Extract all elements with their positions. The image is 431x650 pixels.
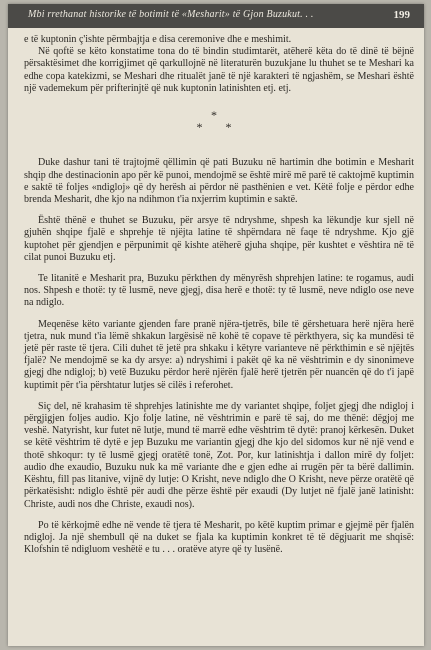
section-break-star-bottom: * *: [196, 120, 242, 135]
section-break-star-top: *: [211, 108, 227, 123]
header-band: [8, 4, 424, 28]
running-head: Mbi rrethanat historike të botimit të «Mesharit» të Gjon Buzukut. . .: [28, 9, 314, 20]
paragraph: Meqenëse këto variante gjenden fare pranë njëra-tjetrës, bile të gërshetuara herë njëra herë tjetra, nuk mund t'ia lëmë shkakun largësisë në kohë të copave të përkthyera, siç ka mundësi të jetë për raste të tjera. Cili duhet të jetë pra shkaku i këtyre varianteve në përkthimin e së njëjtës fjalë? Ne mendojmë se ka dy arsye: a) ndryshimi i pakët që ka në vështrimin e dy sinonimeve gjegj dhe ndigloj; b) vetë Buzuku përdor herë njërën fjalë herë tjetrën për nuancën që do t'i japë kuptimit për t'ia përshtatur lutjes së cilës i referohet.: [24, 318, 414, 391]
paragraph: Po të kërkojmë edhe në vende të tjera të Mesharit, po këtë kuptim primar e gjejmë për fjalën ndigloj. Ja një shembull që na duket se fjala ka kuptimin konkret të të dëgjuarit me shqisë: Klofshin të ndigluom veshëtë e tu . . . oratëve atyre që ty lusënë.: [24, 519, 414, 556]
section-break: [24, 109, 414, 133]
paragraph: e të kuptonin ç'ishte përmbajtja e disa ceremonive dhe e meshimit.: [24, 34, 292, 45]
paragraph: Është thënë e thuhet se Buzuku, për arsye të ndryshme, shpesh ka lëkundje kur sjell në gjuhën shqipe fjalë e shprehje të njëjta latine të shpërndara në faqe të ndryshme. Kjo gjë kuptohet për gjendjen e përpunimit që kishte atëherë gjuha shqipe, për kushtet e vështira në të cilat punoi Buzuku etj.: [24, 215, 414, 263]
body-text: [24, 34, 414, 556]
paragraph: Te litanitë e Mesharit pra, Buzuku përkthen dy mënyrësh shprehjen latine: te rogamus, audi nos. Shpesh e thotë: ty të lusmë, neve gjegj, disa herë e thotë: ty të lusmë, neve ndiglo ose neve na ndiglo.: [24, 273, 414, 309]
paragraph: Në qoftë se këto konstatime tona do të bindin studimtarët, atëherë këta do të dinë të bëjnë përsaktësimet dhe korrigjimet që qarkullojnë në literaturën buzukjane lu thuhet se te Meshari ka edhe copa katekizmi, se Meshari dhe ritualët janë të një karakteri të ngjashëm, se Meshari është një vademekum për prifterinjtë që nuk kuptonin latinishten etj. etj.: [24, 46, 414, 94]
paragraph: Siç del, në krahasim të shprehjes latinishte me dy variantet shqipe, foljet gjegj dhe ndigloj i përgjigjen foljes audio. Kjo folje latine, në vështrimin e parë të saj, do me thënë: dëgjoj me veshë. Natyrisht, kur futet në lutje, mund të marrë edhe vështrim të dytë: pranoj kërkesën. Duket se këtë vështrim të dytë e jep Buzuku me variantin gjegj dhe kjo del sidomos kur në një vend e thotë shkoqur: ty të lusmë gjegj oratëtë tonë, Zot. Por, kur latinishtja i dallon mirë dy foljet: audio dhe exaudio, Buzuku nuk ka më variante dhe e gjen edhe ai rrugën për ta bërë dallimin. Kështu, fill pas litanive, vijnë dy lutje: O Krisht, neve ndiglo dhe O Krisht, neve përze oratëtë që përkatësisht: ndiglo është për audi dhe përze është për exaudi (Dy lutjet në fjalë janë latinisht: Christe, audi nos dhe Christe, exaudi nos).: [24, 400, 414, 510]
paragraph: Duke dashur tani të trajtojmë qëllimin që pati Buzuku në hartimin dhe botimin e Mesharit shqip dhe destinacionin apo për kë punoi, mendojmë se është mirë më parë të caktojmë kuptimin e saktë të foljes «ndigloj» që dy herësh ai përdor në pasthënien e vet. Këtë folje e përdor edhe brenda Mesharit, dhe kjo na ndihmon t'ia nxjerrim kuptimin e saktë.: [24, 157, 414, 206]
page-number: 199: [393, 9, 410, 21]
book-page: [8, 4, 424, 646]
